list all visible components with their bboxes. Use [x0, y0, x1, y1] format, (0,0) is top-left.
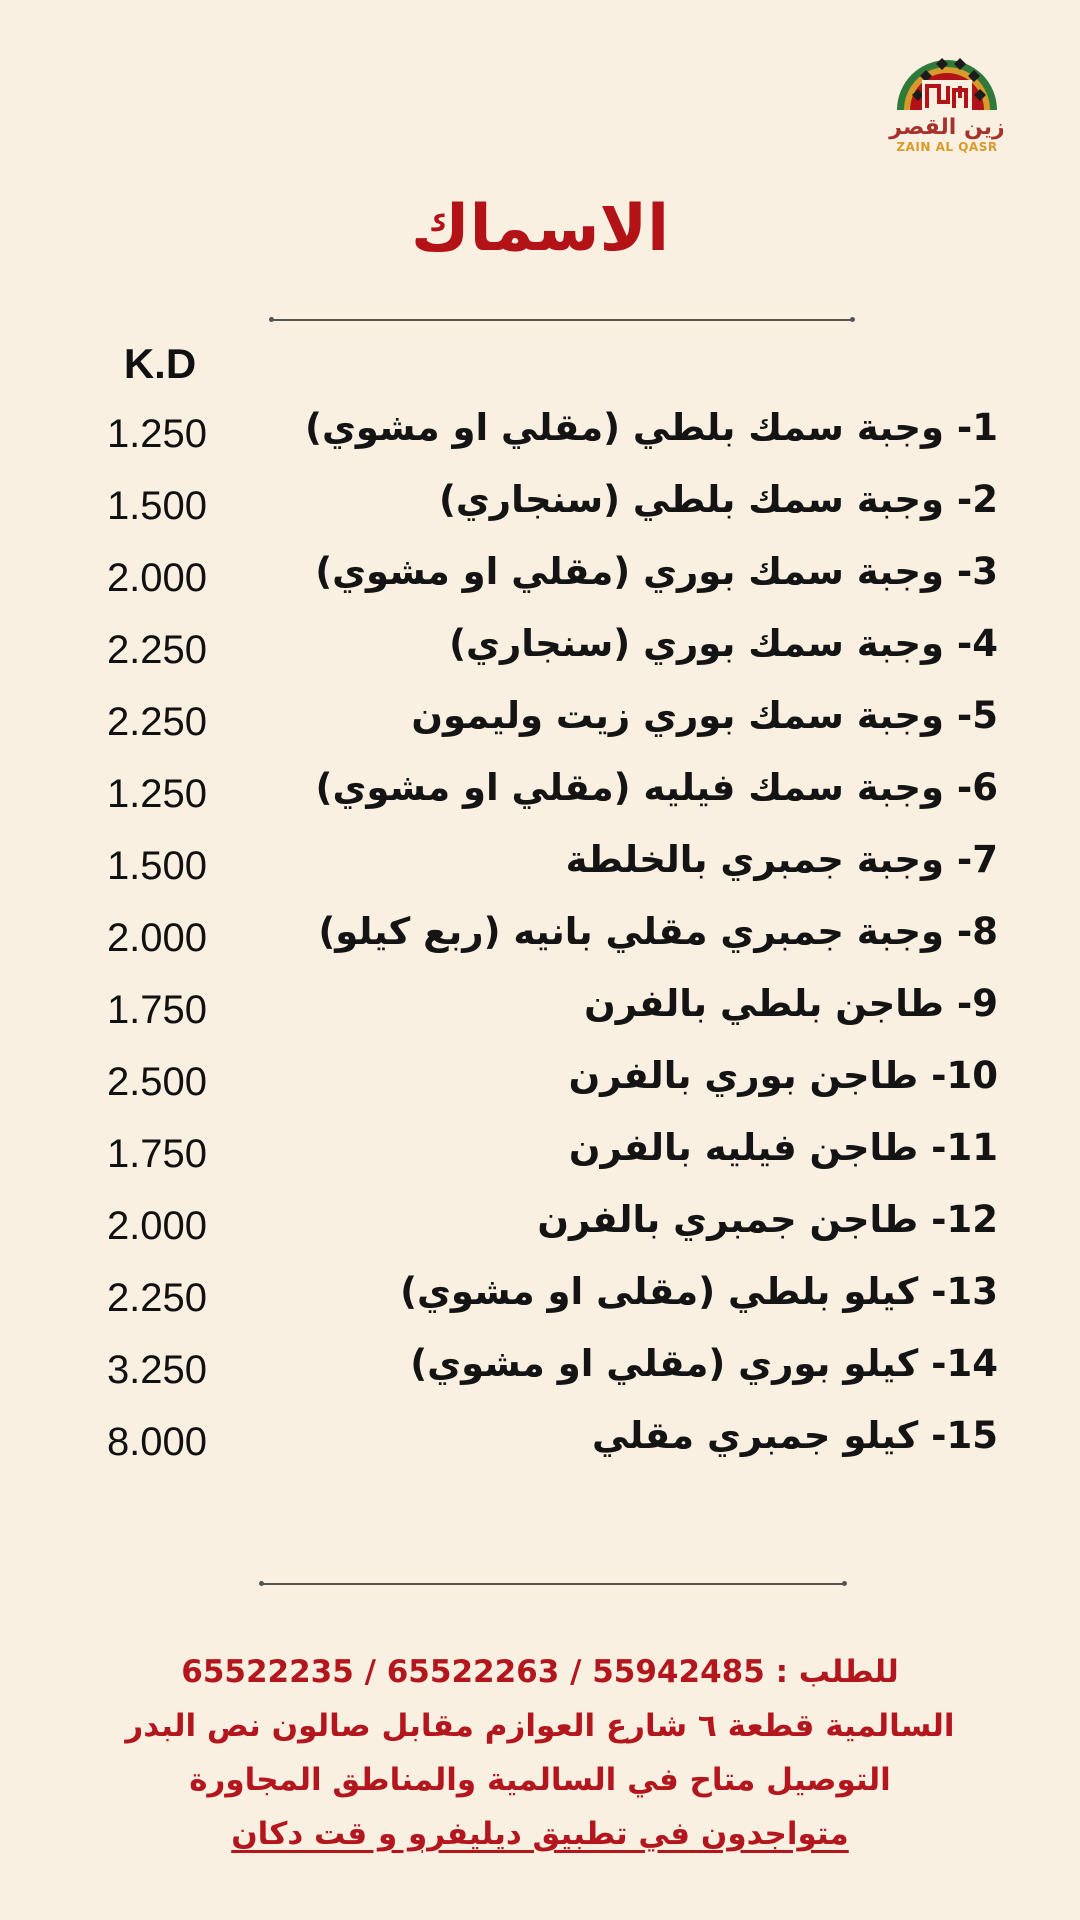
- item-name: 3- وجبة سمك بوري (مقلي او مشوي): [315, 550, 998, 593]
- brand-logo: [884, 40, 1010, 154]
- item-price: 2.250: [106, 1276, 208, 1320]
- footer-info: [0, 1645, 1080, 1861]
- item-name: 8- وجبة جمبري مقلي بانيه (ربع كيلو): [318, 910, 998, 953]
- order-phone-numbers: للطلب : 55942485 / 65522263 / 65522235: [181, 1654, 899, 1690]
- item-price: 1.500: [106, 484, 208, 528]
- item-name: 6- وجبة سمك فيليه (مقلي او مشوي): [315, 766, 998, 809]
- menu-item: [0, 976, 1080, 1048]
- item-price: 2.250: [106, 628, 208, 672]
- item-price: 2.000: [106, 916, 208, 960]
- item-price: 2.500: [106, 1060, 208, 1104]
- item-price: 2.000: [106, 556, 208, 600]
- item-price: 1.250: [106, 412, 208, 456]
- menu-item: [0, 1192, 1080, 1264]
- item-price: 2.250: [106, 700, 208, 744]
- logo-text-english: ZAIN AL QASR: [896, 140, 998, 155]
- menu-item: [0, 1336, 1080, 1408]
- divider-bottom: [262, 1583, 844, 1585]
- item-name: 1- وجبة سمك بلطي (مقلي او مشوي): [305, 406, 998, 449]
- item-name: 7- وجبة جمبري بالخلطة: [565, 838, 998, 881]
- item-price: 8.000: [106, 1420, 208, 1464]
- menu-item: [0, 1264, 1080, 1336]
- menu-item: [0, 400, 1080, 472]
- menu-item: [0, 616, 1080, 688]
- currency-header: K.D: [123, 340, 197, 387]
- item-price: 1.750: [106, 988, 208, 1032]
- menu-item: [0, 1408, 1080, 1480]
- delivery-apps-link[interactable]: متواجدون في تطبيق ديليفرو و قت دكان: [231, 1816, 849, 1852]
- item-name: 14- كيلو بوري (مقلي او مشوي): [410, 1342, 998, 1385]
- item-price: 1.750: [106, 1132, 208, 1176]
- menu-item: [0, 904, 1080, 976]
- delivery-text: التوصيل متاح في السالمية والمناطق المجاورة: [189, 1762, 891, 1798]
- item-name: 5- وجبة سمك بوري زيت وليمون: [411, 694, 998, 737]
- item-name: 9- طاجن بلطي بالفرن: [584, 982, 998, 1025]
- menu-item: [0, 832, 1080, 904]
- logo-text-arabic: زين القصر: [889, 115, 1005, 140]
- item-name: 2- وجبة سمك بلطي (سنجاري): [438, 478, 998, 521]
- item-name: 4- وجبة سمك بوري (سنجاري): [449, 622, 998, 665]
- item-name: 10- طاجن بوري بالفرن: [568, 1054, 998, 1097]
- item-name: 13- كيلو بلطي (مقلى او مشوي): [400, 1270, 998, 1313]
- page-title: الاسماك: [410, 192, 670, 266]
- menu-list: [0, 400, 1080, 1480]
- address-text: السالمية قطعة ٦ شارع العوازم مقابل صالون نص البدر: [125, 1708, 955, 1744]
- item-price: 3.250: [106, 1348, 208, 1392]
- menu-item: [0, 1120, 1080, 1192]
- item-price: 1.500: [106, 844, 208, 888]
- menu-item: [0, 688, 1080, 760]
- menu-item: [0, 760, 1080, 832]
- item-price: 1.250: [106, 772, 208, 816]
- palace-arch-icon: [892, 40, 1002, 112]
- item-price: 2.000: [106, 1204, 208, 1248]
- item-name: 11- طاجن فيليه بالفرن: [568, 1126, 998, 1169]
- menu-item: [0, 472, 1080, 544]
- menu-item: [0, 1048, 1080, 1120]
- item-name: 15- كيلو جمبري مقلي: [592, 1414, 998, 1457]
- divider-top: [272, 319, 852, 321]
- item-name: 12- طاجن جمبري بالفرن: [537, 1198, 998, 1241]
- menu-item: [0, 544, 1080, 616]
